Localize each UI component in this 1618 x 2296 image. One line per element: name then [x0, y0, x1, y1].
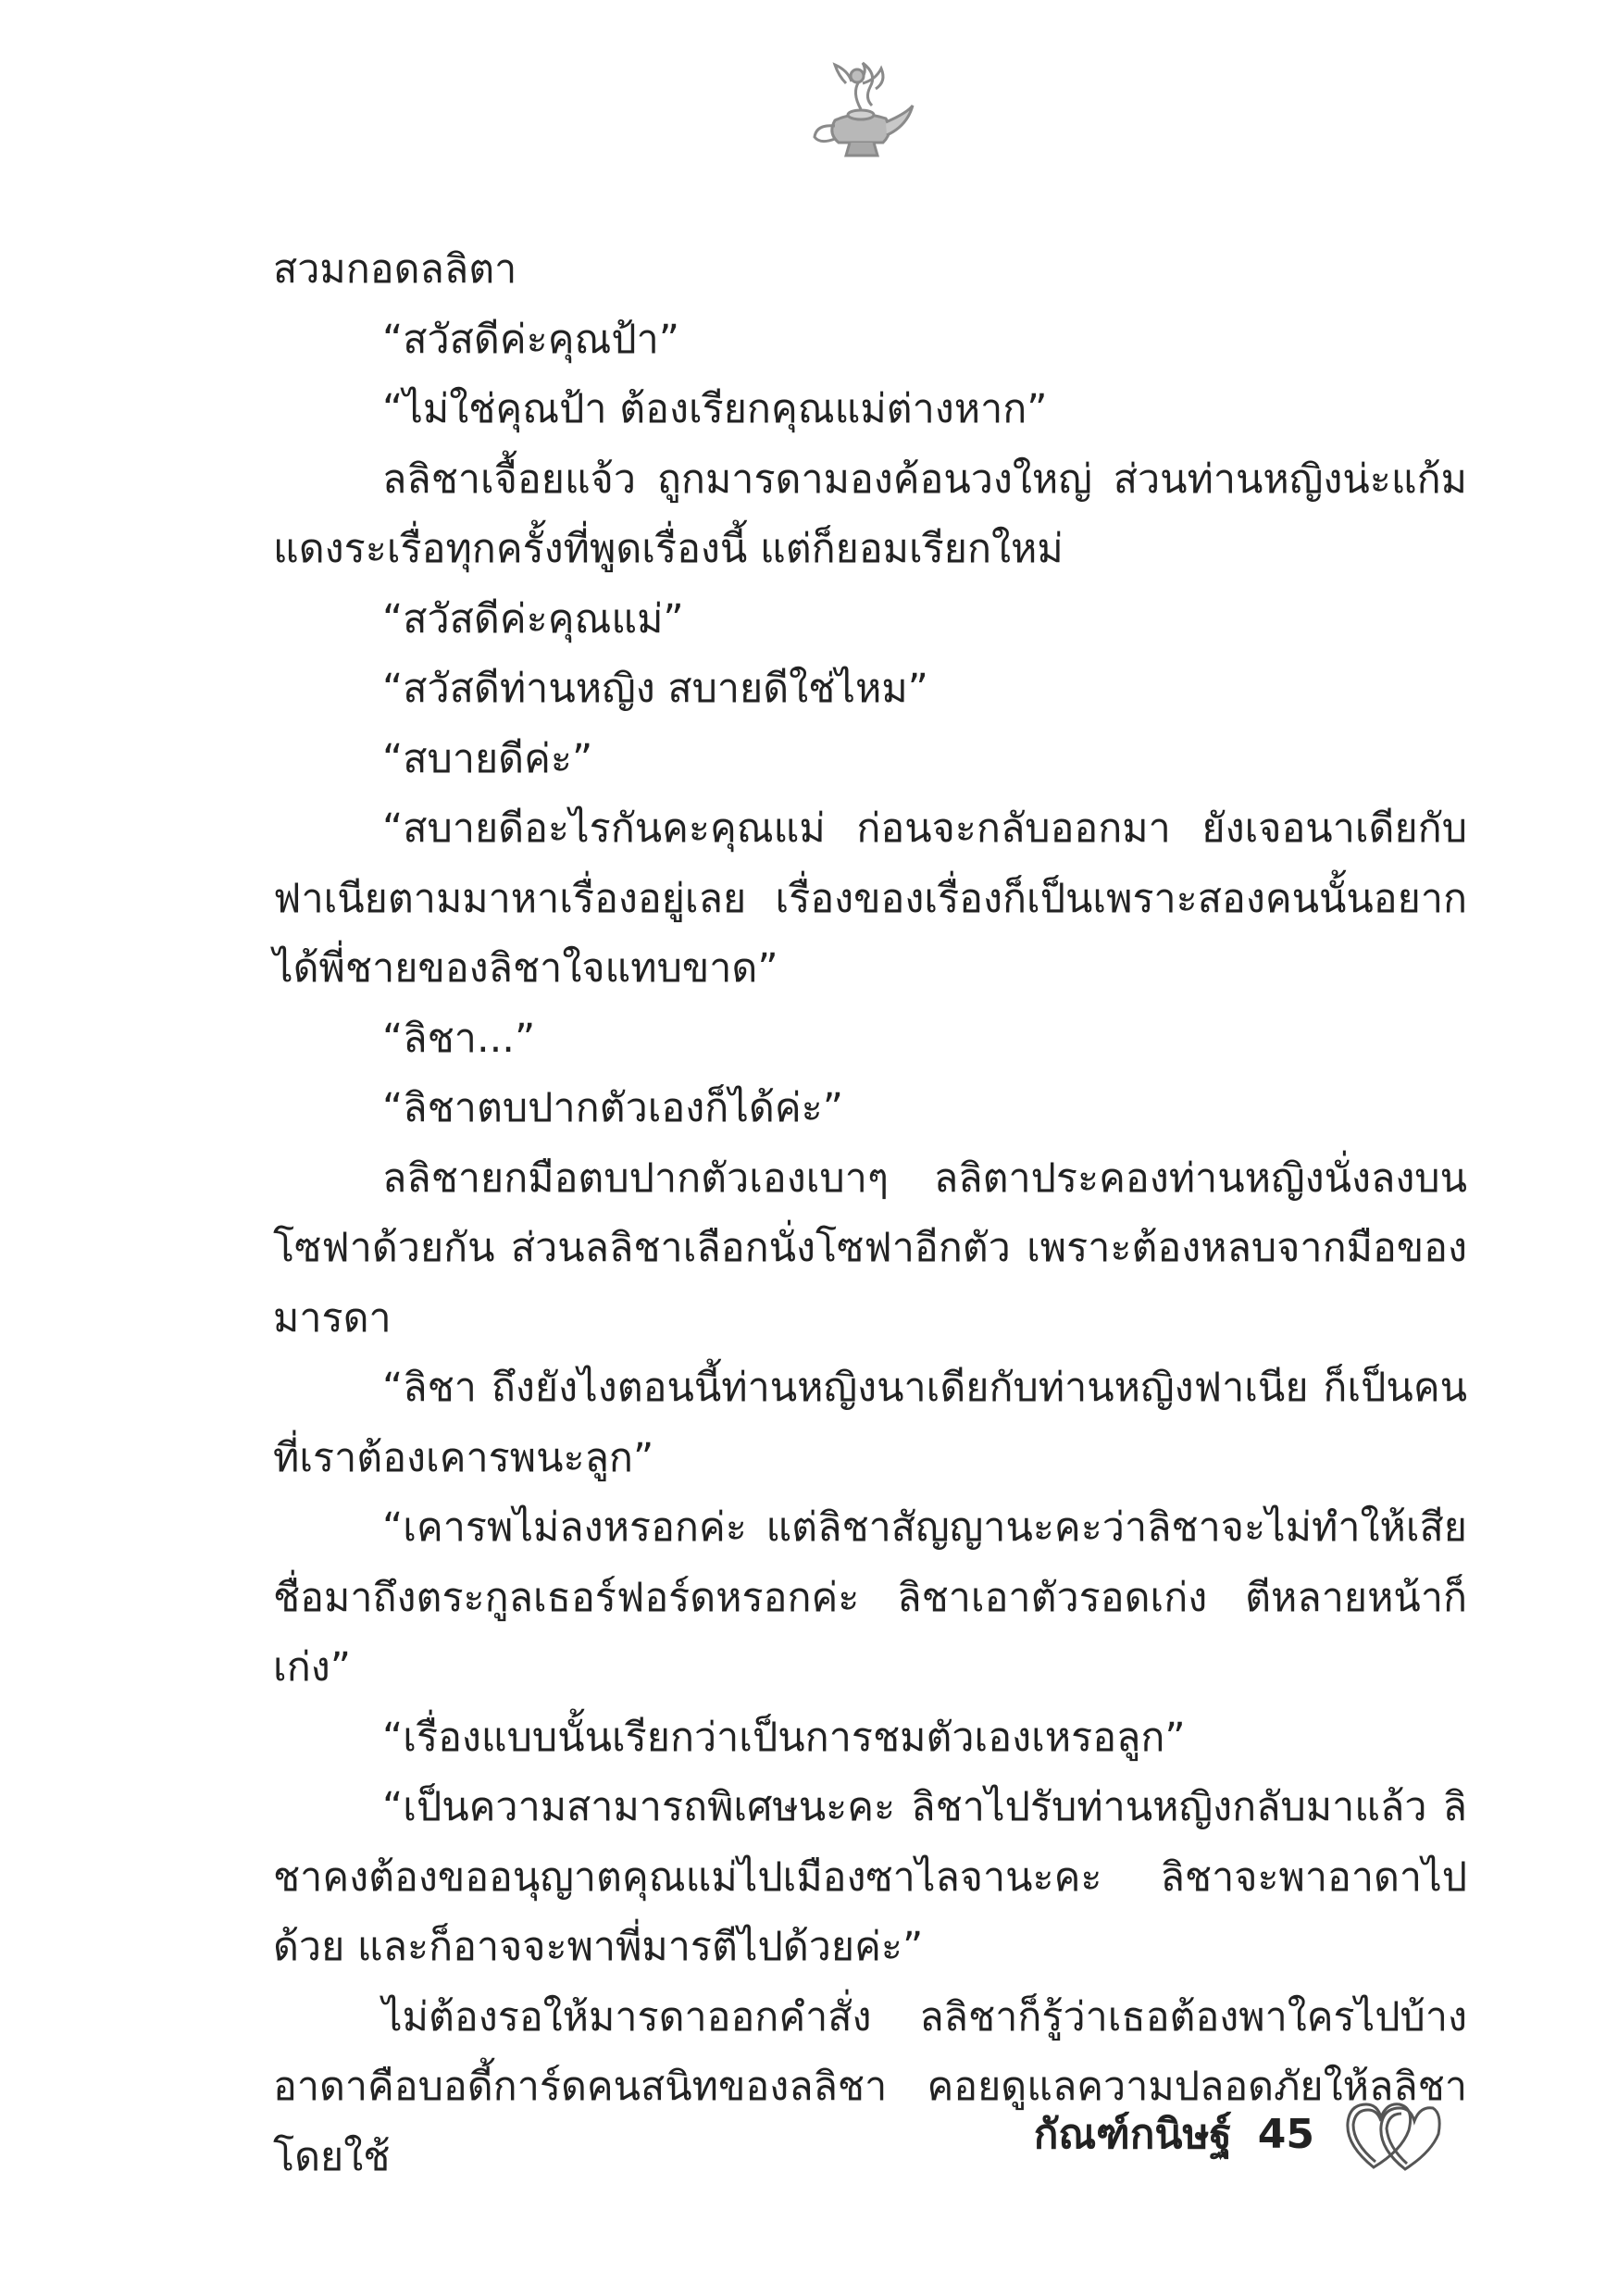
paragraph: “ลิชาตบปากตัวเองก็ได้ค่ะ” — [382, 1085, 843, 1131]
paragraph: สวมกอดลลิตา — [273, 246, 517, 293]
paragraph: ไม่ต้องรอให้มารดาออกคำสั่ง ลลิชาก็รู้ว่าเธอต้องพาใครไปบ้าง อาดาคือบอดี้การ์ดคนสนิทของลลิชา คอยดูแลความปลอดภัยให้ลลิชาโดยใช้ — [273, 1993, 1467, 2180]
paragraph: “ไม่ใช่คุณป้า ต้องเรียกคุณแม่ต่างหาก” — [382, 386, 1048, 432]
paragraph: ลลิชายกมือตบปากตัวเองเบาๆ ลลิตาประคองท่านหญิงนั่งลงบนโซฟาด้วยกัน ส่วนลลิชาเลือกนั่งโซฟาอีกตัว เพราะต้องหลบจากมือของมารดา — [273, 1154, 1467, 1341]
paragraph: “สบายดีอะไรกันคะคุณแม่ ก่อนจะกลับออกมา ยังเจอนาเดียกับฟาเนียตามมาหาเรื่องอยู่เลย เรื่องของเรื่องก็เป็นเพราะสองคนนั้นอยากได้พี่ชายของลิชาใจแทบขาด” — [273, 805, 1467, 992]
paragraph: “สบายดีค่ะ” — [382, 735, 593, 782]
hearts-icon — [1340, 2093, 1442, 2175]
paragraph: ลลิชาเจื้อยแจ้ว ถูกมารดามองค้อนวงใหญ่ ส่วนท่านหญิงน่ะแก้มแดงระเรื่อทุกครั้งที่พูดเรื่องนี้ แต่ก็ยอมเรียกใหม่ — [273, 455, 1467, 572]
page-footer — [1034, 2092, 1442, 2176]
paragraph: “ลิชา ถึงยังไงตอนนี้ท่านหญิงนาเดียกับท่านหญิงฟาเนีย ก็เป็นคนที่เราต้องเคารพนะลูก” — [273, 1365, 1467, 1481]
story-text — [273, 235, 1467, 2192]
paragraph: “เป็นความสามารถพิเศษนะคะ ลิชาไปรับท่านหญิงกลับมาแล้ว ลิชาคงต้องขออนุญาตคุณแม่ไปเมืองซาไลจานะคะ ลิชาจะพาอาดาไปด้วย และก็อาจจะพาพี่มารตีไปด้วยค่ะ” — [273, 1784, 1467, 1970]
paragraph: “ลิชา...” — [382, 1015, 536, 1062]
genie-lamp-icon — [798, 56, 918, 167]
author-name: กัณฑ์กนิษฐ์ — [1033, 2111, 1232, 2158]
paragraph: “สวัสดีค่ะคุณป้า” — [382, 316, 680, 363]
paragraph: “สวัสดีท่านหญิง สบายดีใช่ไหม” — [382, 666, 928, 712]
page-number: 45 — [1257, 2110, 1314, 2158]
paragraph: “เรื่องแบบนั้นเรียกว่าเป็นการชมตัวเองเหรอลูก” — [382, 1714, 1186, 1761]
paragraph: “เคารพไม่ลงหรอกค่ะ แต่ลิชาสัญญานะคะว่าลิชาจะไม่ทำให้เสียชื่อมาถึงตระกูลเธอร์ฟอร์ดหรอกค่ะ ลิชาเอาตัวรอดเก่ง ตีหลายหน้าก็เก่ง” — [273, 1504, 1467, 1691]
paragraph: “สวัสดีค่ะคุณแม่” — [382, 595, 684, 643]
